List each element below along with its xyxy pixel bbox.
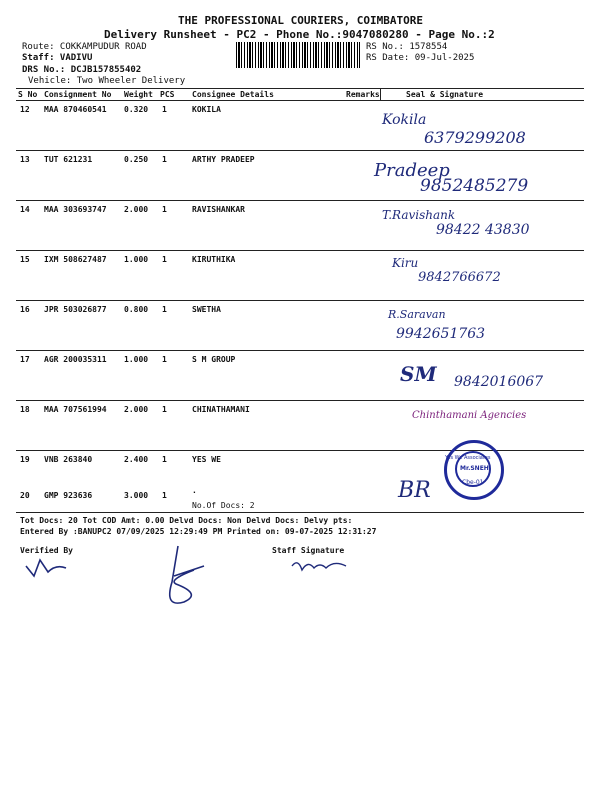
row-weight: 2.000 — [124, 205, 149, 214]
col-seal-signature: Seal & Signature — [406, 90, 484, 99]
row-sno: 13 — [20, 155, 30, 164]
staff: Staff: VADIVU — [22, 53, 93, 63]
table-header-rule — [16, 100, 584, 101]
row-sno: 16 — [20, 305, 30, 314]
row-pcs: 1 — [162, 205, 167, 214]
row-pcs: 1 — [162, 105, 167, 114]
row-consignee: ARTHY PRADEEP — [192, 155, 255, 164]
row-rule — [16, 150, 584, 151]
rs-date: RS Date: 09-Jul-2025 — [366, 53, 475, 63]
vehicle: Vehicle: Two Wheeler Delivery — [28, 76, 186, 86]
row-rule — [16, 250, 584, 251]
row-consignment: MAA 707561994 — [44, 405, 107, 414]
row-weight: 2.000 — [124, 405, 149, 414]
row-pcs: 1 — [162, 255, 167, 264]
row-weight: 3.000 — [124, 491, 149, 500]
signature-swetha: R.Saravan — [388, 308, 446, 321]
staff-signature-mark — [290, 556, 350, 576]
rs-number: RS No.: 1578554 — [366, 42, 448, 52]
verified-by-label: Verified By — [20, 546, 73, 555]
row-consignee: . — [192, 486, 197, 495]
entered-by-line: Entered By :BANUPC2 07/09/2025 12:29:49 PM Printed on: 09-07-2025 12:31:27 — [20, 527, 377, 536]
row-pcs: 1 — [162, 305, 167, 314]
row-rule — [16, 300, 584, 301]
row-consignment: IXM 508627487 — [44, 255, 107, 264]
signature-kokila-phone: 6379299208 — [424, 128, 526, 147]
stamp-line-3: Cbe-01 — [462, 479, 484, 486]
row-sno: 20 — [20, 491, 30, 500]
row-sno: 12 — [20, 105, 30, 114]
row-weight: 2.400 — [124, 455, 149, 464]
row-weight: 0.320 — [124, 105, 149, 114]
row-sno: 17 — [20, 355, 30, 364]
signature-kiruthika: Kiru — [392, 256, 419, 270]
signature-swetha-phone: 9942651763 — [396, 326, 486, 342]
verified-signature-mark — [22, 554, 82, 580]
row-consignee: KOKILA — [192, 105, 221, 114]
col-consignee: Consignee Details — [192, 90, 274, 99]
col-remarks: Remarks — [346, 90, 380, 99]
stamp-line-2: Mr.SNEH — [460, 465, 489, 472]
row-pcs: 1 — [162, 455, 167, 464]
row-consignee: KIRUTHIKA — [192, 255, 236, 264]
row-sno: 14 — [20, 205, 30, 214]
row-consignment: AGR 200035311 — [44, 355, 107, 364]
verified-signature-large — [154, 542, 214, 614]
row-sno: 18 — [20, 405, 30, 414]
route: Route: COKKAMPUDUR ROAD — [22, 42, 147, 52]
col-pcs: PCS — [160, 90, 175, 99]
signature-row-20: BR — [398, 478, 431, 503]
row-pcs: 1 — [162, 405, 167, 414]
row-rule — [16, 200, 584, 201]
remarks-divider — [380, 88, 381, 100]
row-rule — [16, 350, 584, 351]
stamp-line-1: Yes We Associates — [445, 455, 491, 461]
row-sno: 19 — [20, 455, 30, 464]
row-consignee: SWETHA — [192, 305, 221, 314]
row-pcs: 1 — [162, 491, 167, 500]
signature-sm-group: SM — [400, 362, 437, 386]
row-consignment: JPR 503026877 — [44, 305, 107, 314]
signature-chinthamani: Chinthamani Agencies — [412, 410, 527, 421]
no-of-docs: No.Of Docs: 2 — [192, 501, 255, 510]
row-rule — [16, 450, 584, 451]
row-rule — [16, 400, 584, 401]
signature-ravishankar-phone: 98422 43830 — [436, 222, 530, 238]
row-consignee: RAVISHANKAR — [192, 205, 245, 214]
company-title: THE PROFESSIONAL COURIERS, COIMBATORE — [178, 14, 424, 27]
table-top-rule — [16, 88, 584, 89]
totals-line: Tot Docs: 20 Tot COD Amt: 0.00 Delvd Docs: Non Delvd Docs: Delvy pts: — [20, 516, 353, 525]
row-consignment: VNB 263840 — [44, 455, 93, 464]
col-sno: S No — [18, 90, 38, 99]
signature-sm-group-phone: 9842016067 — [454, 374, 544, 390]
row-weight: 0.250 — [124, 155, 149, 164]
row-weight: 1.000 — [124, 355, 149, 364]
row-consignee: YES WE — [192, 455, 221, 464]
table-bottom-rule — [16, 512, 584, 513]
row-sno: 15 — [20, 255, 30, 264]
row-consignment: GMP 923636 — [44, 491, 93, 500]
row-consignee: CHINATHAMANI — [192, 405, 250, 414]
runsheet-subtitle: Delivery Runsheet - PC2 - Phone No.:9047080280 - Page No.:2 — [104, 28, 495, 41]
col-weight: Weight — [124, 90, 153, 99]
row-consignment: MAA 870460541 — [44, 105, 107, 114]
row-consignment: MAA 303693747 — [44, 205, 107, 214]
col-consignment: Consignment No — [44, 90, 112, 99]
staff-signature-label: Staff Signature — [272, 546, 345, 555]
row-weight: 0.800 — [124, 305, 149, 314]
row-consignment: TUT 621231 — [44, 155, 93, 164]
seal-stamp — [444, 440, 504, 500]
barcode — [236, 42, 360, 68]
row-pcs: 1 — [162, 355, 167, 364]
row-weight: 1.000 — [124, 255, 149, 264]
drs-number: DRS No.: DCJB157855402 — [22, 65, 142, 75]
row-pcs: 1 — [162, 155, 167, 164]
signature-kokila: Kokila — [382, 112, 427, 128]
signature-pradeep-phone: 9852485279 — [420, 176, 529, 196]
signature-kiruthika-phone: 9842766672 — [418, 270, 501, 285]
signature-pradeep: Pradeep — [374, 160, 450, 181]
signature-ravishankar: T.Ravishank — [382, 208, 456, 222]
row-consignee: S M GROUP — [192, 355, 236, 364]
